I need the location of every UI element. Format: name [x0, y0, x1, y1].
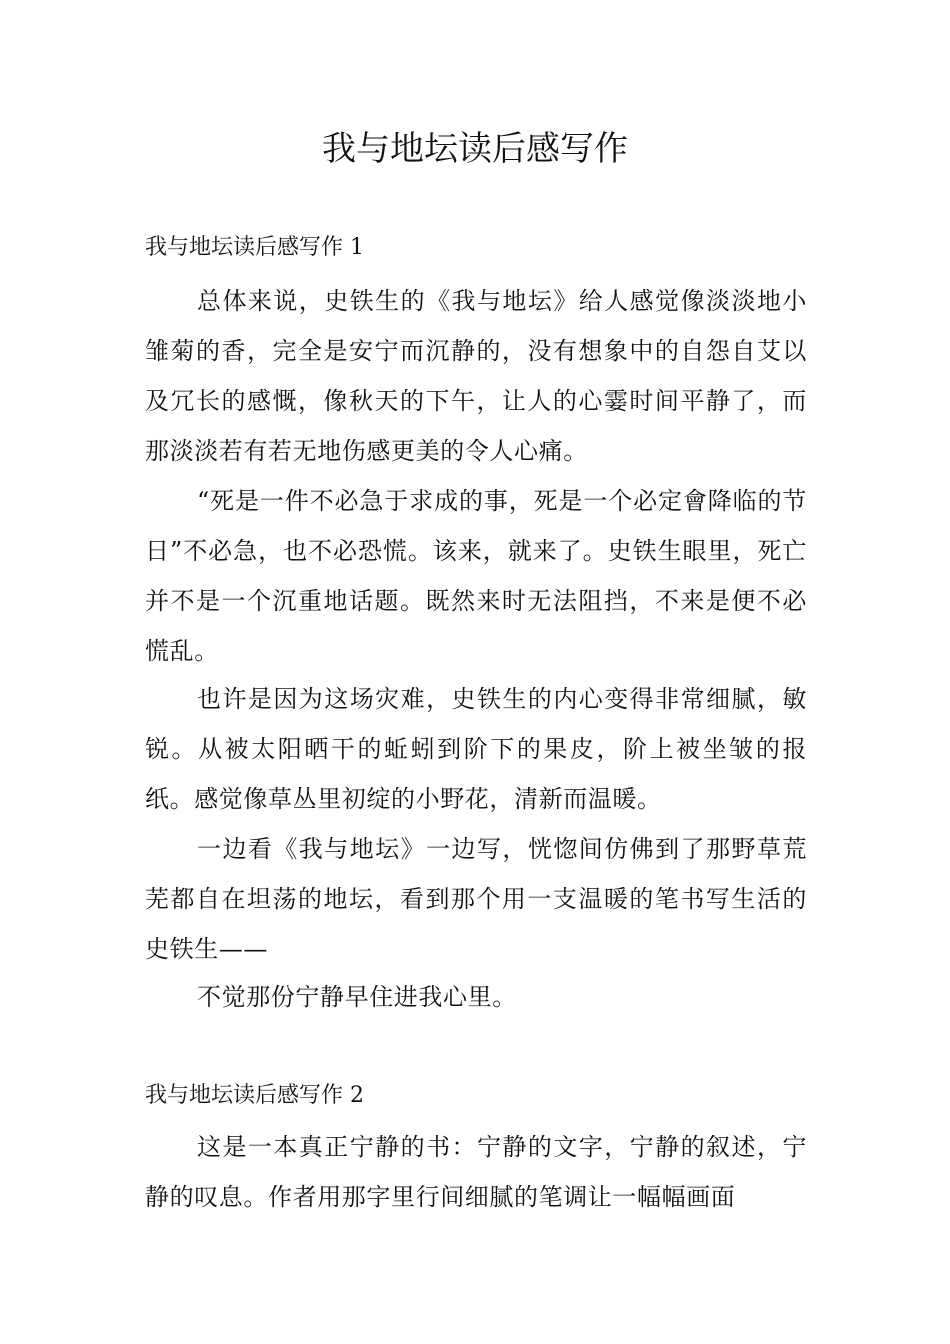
section-1-heading: 我与地坛读后感写作 1: [145, 235, 364, 260]
document-title: 我与地坛读后感写作: [322, 129, 628, 169]
section-1-paragraph-4: 一边看《我与地坛》一边写，恍惚间仿佛到了那野草荒芜都自在坦荡的地坛，看到那个用一支温暖的笔书写生活的史铁生——: [145, 835, 807, 963]
section-2-heading: 我与地坛读后感写作 2: [145, 1083, 364, 1108]
section-1-paragraph-3: 也许是因为这场灾难，史铁生的内心变得非常细腻，敏锐。从被太阳晒干的蚯蚓到阶下的果皮，阶上被坐皱的报纸。感觉像草丛里初绽的小野花，清新而温暖。: [145, 685, 807, 813]
section-2-paragraph-1: 这是一本真正宁静的书：宁静的文字，宁静的叙述，宁静的叹息。作者用那字里行间细腻的笔调让一幅幅画面: [145, 1133, 807, 1211]
section-1-paragraph-5: 不觉那份宁静早住进我心里。: [197, 983, 517, 1011]
section-1-paragraph-2: “死是一件不必急于求成的事，死是一个必定會降临的节日”不必急，也不必恐慌。该来，就来了。史铁生眼里，死亡并不是一个沉重地话题。既然来时无法阻挡，不来是便不必慌乱。: [145, 487, 807, 665]
section-1-paragraph-1: 总体来说，史铁生的《我与地坛》给人感觉像淡淡地小雏菊的香，完全是安宁而沉静的，没有想象中的自怨自艾以及冗长的感慨，像秋天的下午，让人的心霎时间平静了，而那淡淡若有若无地伤感更美的令人心痛。: [145, 287, 807, 465]
